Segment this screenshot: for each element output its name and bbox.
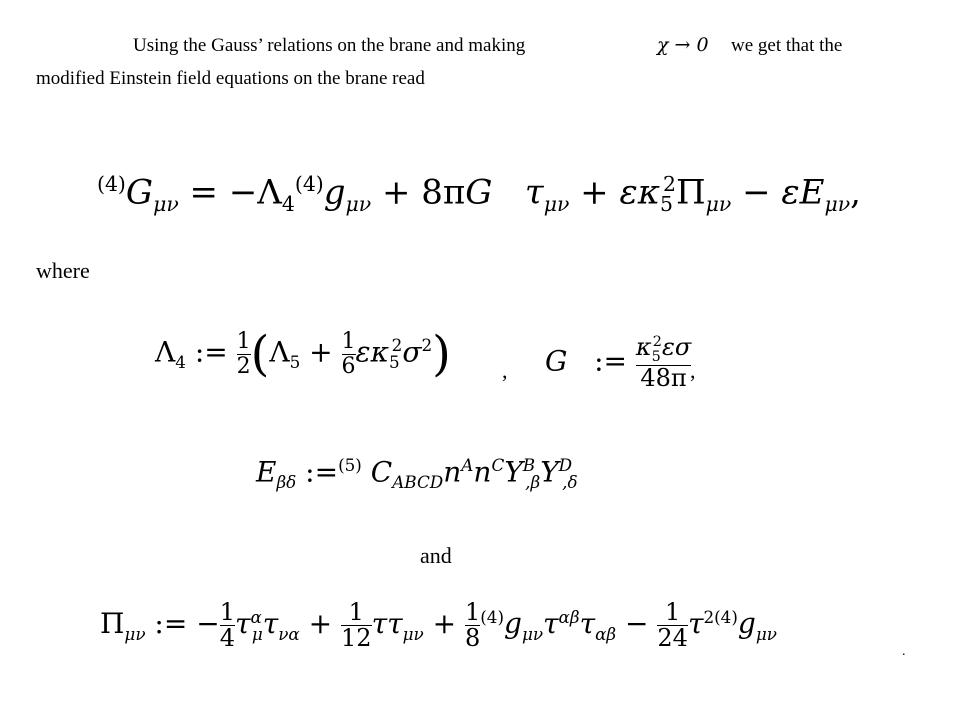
limit-expression: χ → 0 [657,34,709,56]
intro-line1-part2: we get that the [731,35,843,56]
field-equation: $^{(4)}G_{\mu\nu} = -\Lambda_4^{(4)}g_{\mu\nu} + 8\pi G$ $\tau_{\mu\nu} + \varepsilon\kappa_5^2\Pi_{\mu\nu} - \varepsilon E_{\mu\nu}$, [97,172,861,217]
intro-line1-part1: Using the Gauss’ relations on the brane and making [133,35,526,56]
comma-1: , [502,358,508,383]
lambda4-definition: $\Lambda_4$ := $\frac{1}{2}$ ($\Lambda_5$ + $\frac{1}{6}$ $\varepsilon\kappa_5^2\sigma^2$) [155,326,451,382]
where-label: where [36,258,90,283]
and-label: and [420,543,452,568]
intro-line2: modified Einstein field equations on the brane read [36,68,425,89]
comma-2: , [690,358,696,383]
Pi-definition: $\Pi_{\mu\nu}$ := − $\frac{1}{4}$ $\tau^\alpha_\mu\tau_{\nu\alpha}$ + $\frac{1}{12}$ $\tau\tau_{\mu\nu}$ + $\frac{1}{8}$ $^{(4)}g_{\mu\nu}\tau^{\alpha\beta}\tau_{\alpha\beta}$ − $\frac{1}{24}$ $\tau^{2(4)}g_{\mu\nu}$ [100,598,777,653]
final-period: . [902,644,906,659]
E-definition: $E_{\beta\delta}$ :=$^{(5)}$ $C_{ABCD}n^An^CY^B_{,\beta}Y^D_{,\delta}$ [256,455,578,492]
G-definition: G := $\frac{\kappa_5^2\varepsilon\sigma}{48\pi}$ [545,333,692,392]
